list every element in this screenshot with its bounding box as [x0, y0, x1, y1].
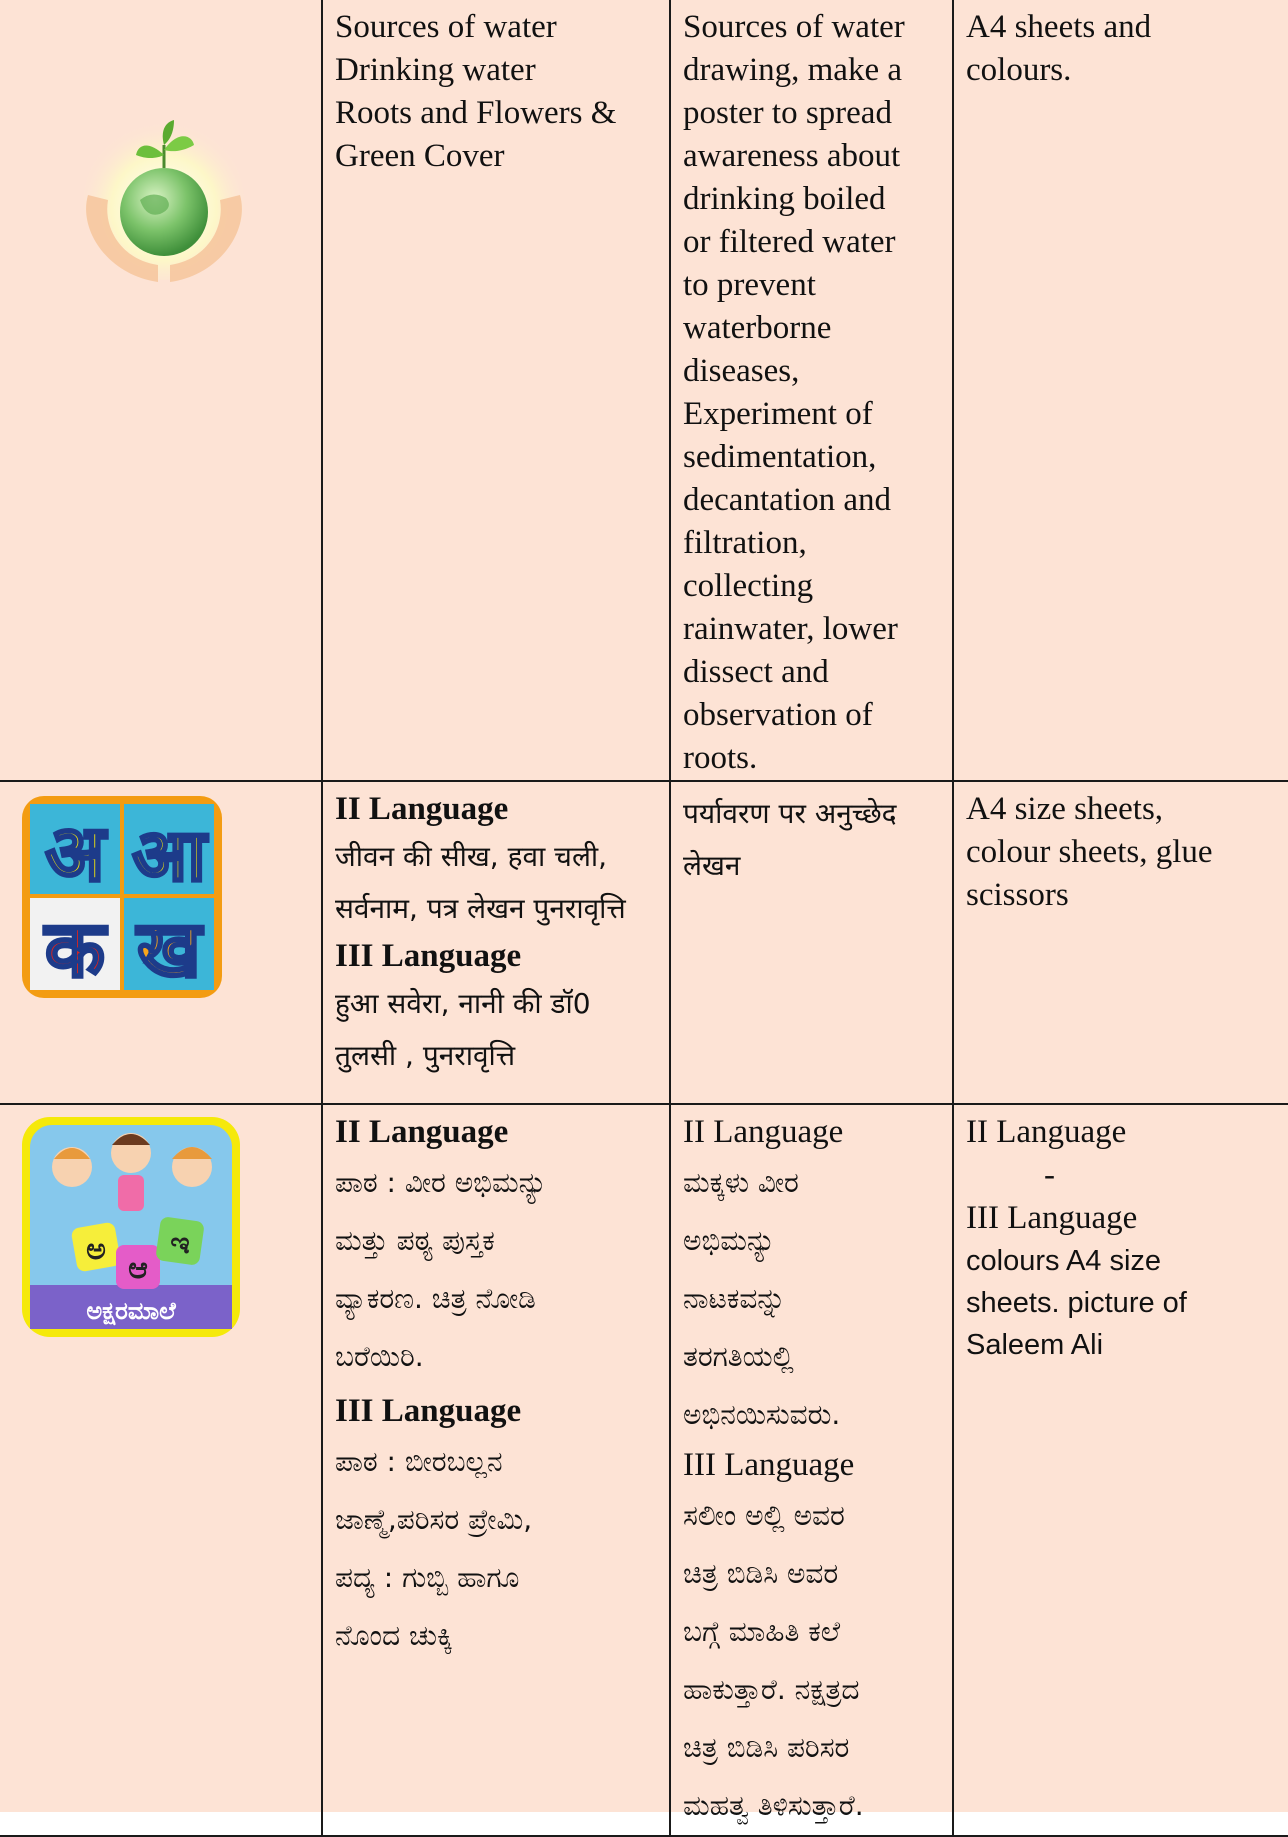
topic-line: Sources of water [335, 9, 557, 45]
activity-line: dissect and [683, 654, 829, 690]
table-row [0, 781, 1288, 1104]
activities-cell [670, 1104, 953, 1836]
activity-line: पर्यावरण पर अनुच्छेद [683, 797, 897, 830]
activity-line: ಸಲೀಂ ಅಲ್ಲಿ ಅವರ [683, 1499, 845, 1532]
activity-line: diseases, [683, 353, 800, 389]
activity-line: ಮಹತ್ವ ತಿಳಿಸುತ್ತಾರೆ. [683, 1789, 864, 1822]
activity-line: observation of [683, 697, 873, 733]
activity-line: ಅಭಿಮನ್ಯು [683, 1224, 776, 1257]
icon-cell [0, 0, 322, 781]
topic-line: Drinking water [335, 52, 536, 88]
activities-cell [670, 0, 953, 781]
activity-line: ಮಕ್ಕಳು ವೀರ [683, 1166, 799, 1199]
icon-letter: क [45, 905, 105, 995]
activity-line: poster to spread [683, 95, 892, 131]
material-line: colours A4 size [966, 1245, 1162, 1277]
topics-cell [322, 781, 670, 1104]
activity-line: Experiment of [683, 396, 873, 432]
topics-cell [322, 1104, 670, 1836]
icon-letter: ಇ [170, 1226, 190, 1261]
material-line: colours. [966, 52, 1072, 88]
activity-line: to prevent [683, 267, 816, 303]
material-line: A4 sheets and [966, 9, 1152, 45]
earth-in-hands-icon [78, 100, 250, 285]
hindi-alphabet-icon [20, 794, 224, 1000]
kannada-alphabet-kids-icon [20, 1115, 242, 1339]
icon-letter: ख [137, 905, 201, 995]
activities-cell [670, 781, 953, 1104]
language-heading: III Language [683, 1447, 855, 1483]
activity-line: or filtered water [683, 224, 896, 260]
activity-line: awareness about [683, 138, 901, 174]
materials-cell [953, 1104, 1288, 1836]
activity-line: decantation and [683, 482, 891, 518]
material-line: colour sheets, glue [966, 834, 1213, 870]
activity-line: ಚಿತ್ರ ಬಿಡಿಸಿ ಅವರ [683, 1557, 839, 1590]
materials-cell [953, 0, 1288, 781]
topic-line: ಜಾಣ್ಮೆ,ಪರಿಸರ ಪ್ರೇಮಿ, [335, 1503, 533, 1536]
language-heading: III Language [335, 1393, 522, 1429]
topic-line: ಪಾಠ : ವೀರ ಅಭಿಮನ್ಯು [335, 1166, 547, 1199]
icon-letter: ಅ [86, 1232, 106, 1267]
topic-line: ವ್ಯಾಕರಣ. ಚಿತ್ರ ನೋಡಿ [335, 1282, 536, 1315]
topic-line: ಮತ್ತು ಪಠ್ಯ ಪುಸ್ತಕ [335, 1224, 495, 1257]
material-line: A4 size sheets, [966, 791, 1164, 827]
topic-line: जीवन की सीख, हवा चली, [335, 840, 608, 873]
activity-line: drinking boiled [683, 181, 886, 217]
materials-cell [953, 781, 1288, 1104]
icon-cell [0, 1104, 322, 1836]
table-row [0, 0, 1288, 781]
topic-line: ಪದ್ಯ : ಗುಬ್ಬಿ ಹಾಗೂ [335, 1561, 520, 1594]
activity-line: ನಾಟಕವನ್ನು [683, 1282, 786, 1315]
icon-letter: आ [132, 813, 206, 897]
topic-line: ಬರೆಯಿರಿ. [335, 1340, 424, 1373]
icon-caption: ಅಕ್ಷರಮಾಲೆ [86, 1297, 176, 1325]
activity-line: ಹಾಕುತ್ತಾರೆ. ನಕ್ಷತ್ರದ [683, 1673, 860, 1706]
topic-line: Roots and Flowers & [335, 95, 617, 131]
language-heading: II Language [683, 1114, 844, 1150]
table-row [0, 1104, 1288, 1836]
activity-line: ಚಿತ್ರ ಬಿಡಿಸಿ ಪರಿಸರ [683, 1731, 850, 1764]
activity-line: sedimentation, [683, 439, 877, 475]
icon-cell [0, 781, 322, 1104]
activity-line: drawing, make a [683, 52, 902, 88]
language-heading: III Language [335, 938, 522, 974]
activity-line: लेखन [683, 849, 741, 882]
activity-line: Sources of water [683, 9, 905, 45]
topics-cell [322, 0, 670, 781]
activity-line: ಅಭಿನಯಿಸುವರು. [683, 1398, 841, 1431]
dash-placeholder: - [1044, 1157, 1055, 1193]
material-line: Saleem Ali [966, 1329, 1104, 1361]
language-heading: II Language [335, 1114, 509, 1150]
icon-letter: अ [45, 809, 105, 899]
language-heading: II Language [335, 791, 509, 827]
activity-line: filtration, [683, 525, 807, 561]
activity-line: ತರಗತಿಯಲ್ಲಿ [683, 1340, 794, 1373]
topic-line: हुआ सवेरा, नानी की डॉ0 [335, 987, 591, 1020]
topic-line: ಪಾಠ : ಬೀರಬಲ್ಲನ [335, 1445, 503, 1478]
material-line: scissors [966, 877, 1069, 913]
material-line: sheets. picture of [966, 1287, 1187, 1319]
language-heading: II Language [966, 1114, 1127, 1150]
activity-line: roots. [683, 740, 758, 776]
icon-letter: ಆ [128, 1251, 148, 1286]
activity-line: waterborne [683, 310, 832, 346]
activity-line: collecting [683, 568, 814, 604]
activity-line: rainwater, lower [683, 611, 898, 647]
topic-line: तुलसी , पुनरावृत्ति [335, 1039, 516, 1072]
topic-line: ನೊಂದ ಚುಕ್ಕಿ [335, 1619, 453, 1652]
topic-line: Green Cover [335, 138, 505, 174]
topic-line: सर्वनाम, पत्र लेखन पुनरावृत्ति [335, 892, 626, 925]
language-heading: III Language [966, 1200, 1138, 1236]
activity-line: ಬಗ್ಗೆ ಮಾಹಿತಿ ಕಲೆ [683, 1615, 841, 1648]
